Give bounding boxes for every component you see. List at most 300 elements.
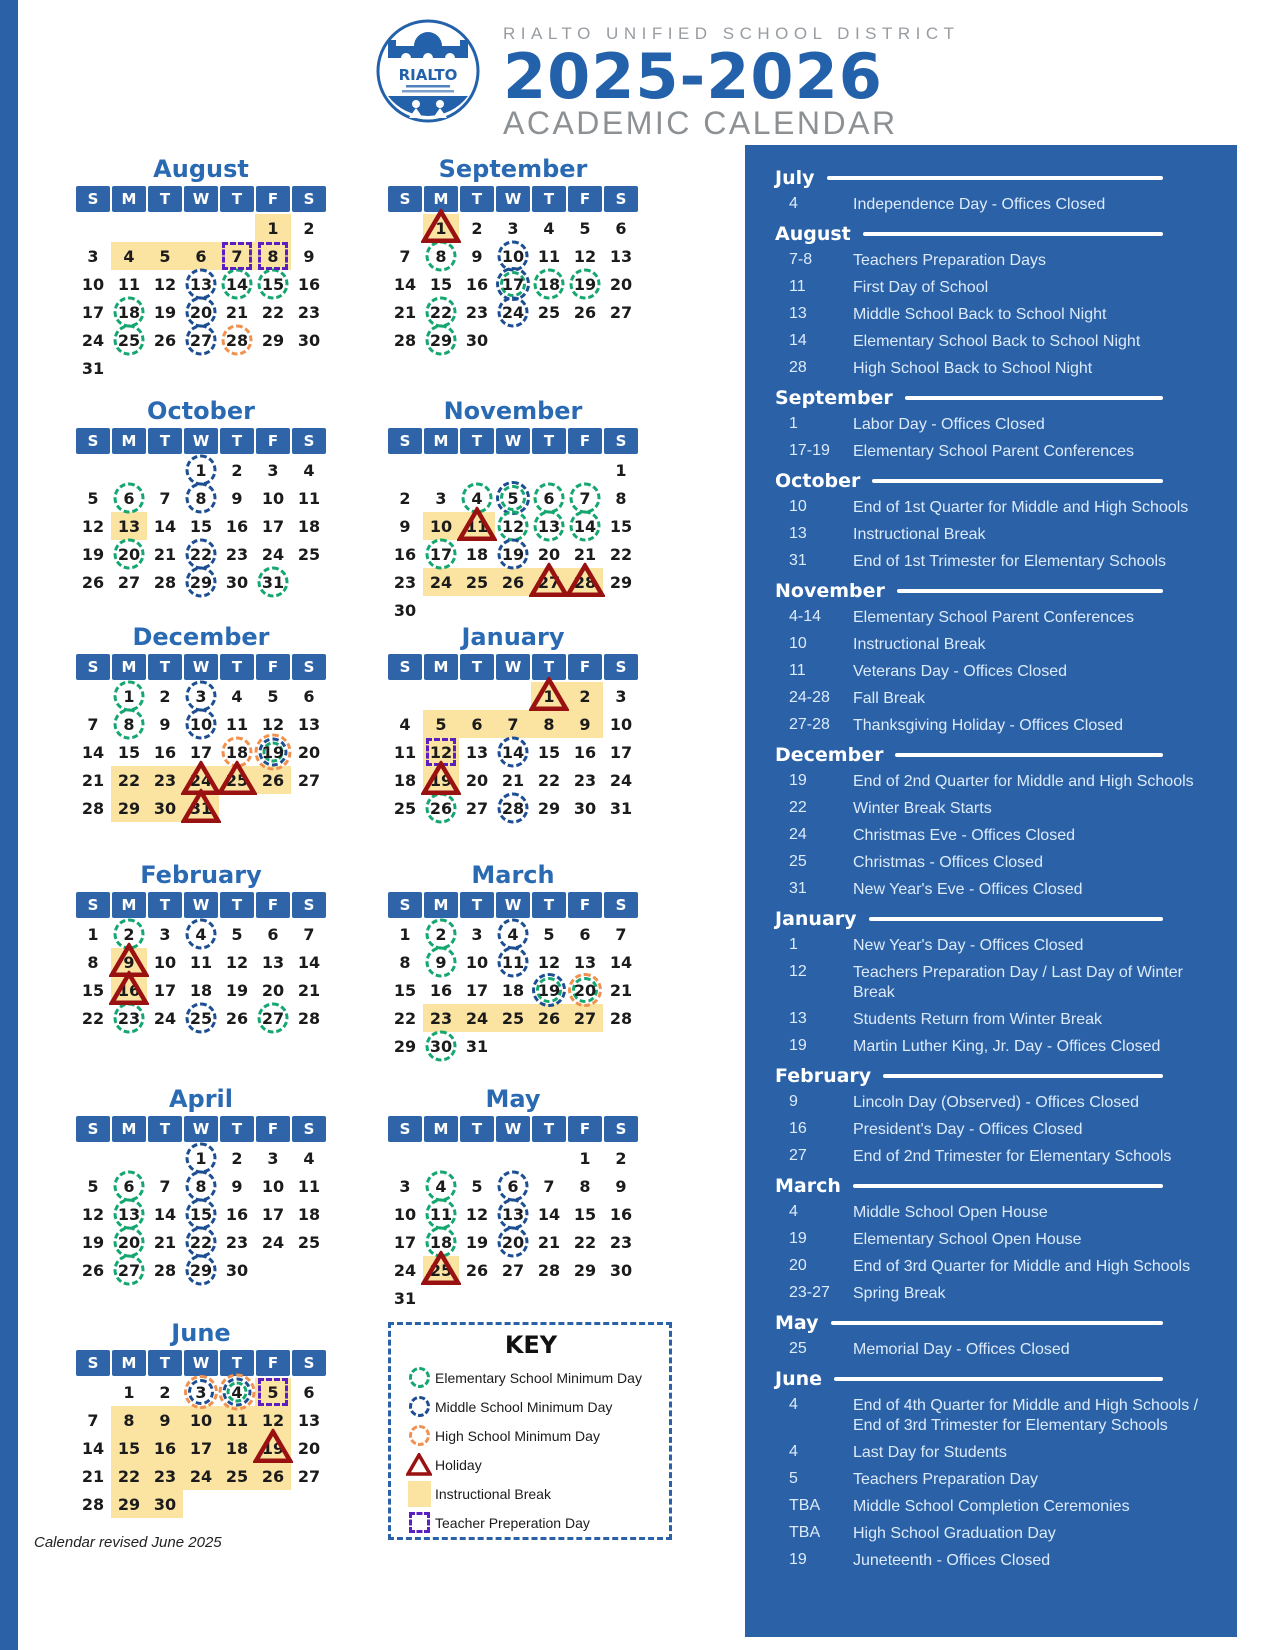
day-cell: [567, 242, 603, 270]
day-cell: [255, 920, 291, 948]
day-number: 9: [123, 952, 135, 972]
day-cell: [387, 298, 423, 326]
day-number: 13: [537, 516, 561, 536]
weekday-header: S: [388, 1116, 422, 1142]
sidebar-month-header: [775, 743, 1219, 767]
event-text: End of 2nd Quarter for Middle and High Schools: [853, 773, 1194, 790]
day-cell: [183, 1434, 219, 1462]
day-cell: [147, 1228, 183, 1256]
day-number: 10: [501, 246, 525, 266]
empty-cell: [75, 456, 111, 484]
day-cell: [603, 920, 639, 948]
day-number: 13: [117, 1204, 141, 1224]
day-cell: [423, 766, 459, 794]
event-text: Elementary School Open House: [853, 1231, 1082, 1248]
divider-line: [834, 1377, 1163, 1381]
day-number: 18: [297, 1204, 321, 1224]
day-number: 29: [393, 1036, 417, 1056]
day-number: 5: [87, 488, 99, 508]
day-cell: [255, 682, 291, 710]
day-number: 17: [393, 1232, 417, 1252]
weekday-header: T: [220, 892, 254, 918]
weekday-header: W: [184, 428, 218, 454]
weekday-header-row: [387, 428, 639, 456]
day-number: 26: [465, 1260, 489, 1280]
weekday-header-row: [387, 654, 639, 682]
day-number: 30: [465, 330, 489, 350]
day-number: 19: [465, 1232, 489, 1252]
day-cell: [603, 1144, 639, 1172]
day-number: 30: [609, 1260, 633, 1280]
day-number: 16: [225, 1204, 249, 1224]
event-text: High School Back to School Night: [853, 360, 1093, 377]
day-cell: [423, 1200, 459, 1228]
day-cell: [75, 270, 111, 298]
day-cell: [111, 242, 147, 270]
day-number: 30: [429, 1036, 453, 1056]
month-title: November: [443, 397, 583, 425]
day-cell: [495, 948, 531, 976]
holiday-triangle-icon: [109, 971, 149, 1006]
day-cell: [387, 1172, 423, 1200]
day-number: 10: [189, 714, 213, 734]
day-number: 27: [573, 1008, 597, 1028]
day-cell: [111, 1228, 147, 1256]
day-cell: [183, 1200, 219, 1228]
event-date: 4: [789, 195, 798, 212]
day-number: 16: [393, 544, 417, 564]
event-text: Elementary School Back to School Night: [853, 333, 1141, 350]
empty-cell: [423, 456, 459, 484]
day-number: 28: [225, 330, 249, 350]
day-number: 16: [465, 274, 489, 294]
event-text: End of 2nd Trimester for Elementary Schools: [853, 1148, 1172, 1165]
day-number: 14: [573, 516, 597, 536]
day-cell: [603, 214, 639, 242]
day-cell: [255, 568, 291, 596]
event-text: End of 1st Quarter for Middle and High Schools: [853, 499, 1189, 516]
day-number: 21: [393, 302, 417, 322]
day-cell: [183, 568, 219, 596]
day-cell: [183, 682, 219, 710]
day-number: 9: [231, 1176, 243, 1196]
event-date: 14: [789, 332, 807, 349]
day-number: 22: [117, 1466, 141, 1486]
day-number: 30: [225, 1260, 249, 1280]
legend-items: [403, 1363, 659, 1537]
day-number: 3: [195, 686, 207, 706]
day-cell: [459, 794, 495, 822]
sidebar-month-label: July: [775, 167, 815, 189]
weekday-header: S: [76, 428, 110, 454]
event-date: 4: [789, 1396, 798, 1413]
event-text: Memorial Day - Offices Closed: [853, 1341, 1070, 1358]
legend-item-label: Holiday: [435, 1456, 482, 1473]
day-cell: [147, 1378, 183, 1406]
day-cell: [423, 540, 459, 568]
day-cell: [255, 270, 291, 298]
event-text: President's Day - Offices Closed: [853, 1121, 1083, 1138]
day-number: 25: [297, 544, 321, 564]
day-number: 19: [573, 274, 597, 294]
day-cell: [291, 1172, 327, 1200]
day-number: 20: [609, 274, 633, 294]
event-row: [789, 716, 1219, 736]
day-number: 25: [393, 798, 417, 818]
day-number: 23: [297, 302, 321, 322]
weekday-header: W: [496, 892, 530, 918]
day-number: 11: [117, 274, 141, 294]
district-name: RIALTO UNIFIED SCHOOL DISTRICT: [503, 24, 960, 43]
day-number: 1: [267, 218, 279, 238]
day-number: 8: [123, 1410, 135, 1430]
day-number: 31: [393, 1288, 417, 1308]
weekday-header: T: [220, 428, 254, 454]
day-cell: [567, 682, 603, 710]
day-cell: [291, 298, 327, 326]
day-cell: [531, 270, 567, 298]
day-cell: [111, 1462, 147, 1490]
sidebar-month-label: January: [775, 908, 857, 930]
day-number: 19: [81, 544, 105, 564]
day-number: 13: [261, 952, 285, 972]
day-number: 23: [117, 1008, 141, 1028]
day-cell: [219, 948, 255, 976]
sidebar-month-label: May: [775, 1312, 819, 1334]
day-cell: [459, 270, 495, 298]
day-cell: [111, 1378, 147, 1406]
day-number: 9: [471, 246, 483, 266]
weekday-header: S: [604, 892, 638, 918]
day-number: 17: [189, 1438, 213, 1458]
day-cell: [183, 540, 219, 568]
day-cell: [75, 1228, 111, 1256]
day-number: 19: [225, 980, 249, 1000]
weekday-header: T: [460, 892, 494, 918]
weekday-header: M: [112, 1116, 146, 1142]
event-date: 5: [789, 1470, 798, 1487]
events-sidebar: [745, 145, 1237, 1637]
day-number: 9: [579, 714, 591, 734]
day-number: 21: [153, 544, 177, 564]
day-number: 7: [159, 488, 171, 508]
day-number: 26: [261, 1466, 285, 1486]
day-number: 18: [501, 980, 525, 1000]
weekday-header: W: [496, 186, 530, 212]
event-date: 24-28: [789, 689, 830, 706]
weekday-header: S: [292, 892, 326, 918]
empty-cell: [459, 456, 495, 484]
event-date: 23-27: [789, 1284, 830, 1301]
day-number: 24: [81, 330, 105, 350]
day-cell: [75, 326, 111, 354]
day-cell: [423, 298, 459, 326]
day-number: 22: [393, 1008, 417, 1028]
day-cell: [183, 1144, 219, 1172]
day-cell: [603, 976, 639, 1004]
empty-cell: [387, 456, 423, 484]
legend-item: [403, 1508, 659, 1537]
day-number: 9: [615, 1176, 627, 1196]
day-number: 21: [537, 1232, 561, 1252]
day-cell: [531, 298, 567, 326]
day-number: 12: [261, 1410, 285, 1430]
month-title: January: [461, 623, 565, 651]
day-number: 3: [159, 924, 171, 944]
day-cell: [387, 242, 423, 270]
day-cell: [459, 948, 495, 976]
weekday-header: T: [148, 186, 182, 212]
day-number: 19: [261, 742, 285, 762]
empty-cell: [147, 214, 183, 242]
event-text: Teachers Preparation Days: [853, 252, 1046, 269]
day-number: 10: [609, 714, 633, 734]
day-number: 20: [297, 742, 321, 762]
event-date: 1: [789, 415, 798, 432]
day-number: 2: [231, 460, 243, 480]
weekday-header: S: [604, 428, 638, 454]
day-number: 25: [117, 330, 141, 350]
day-cell: [567, 738, 603, 766]
day-number: 18: [225, 1438, 249, 1458]
weekday-header: F: [256, 1116, 290, 1142]
day-number: 22: [537, 770, 561, 790]
day-number: 28: [153, 572, 177, 592]
day-cell: [531, 976, 567, 1004]
day-number: 29: [429, 330, 453, 350]
day-cell: [219, 242, 255, 270]
day-number: 13: [297, 1410, 321, 1430]
event-row: [789, 442, 1219, 462]
day-cell: [603, 682, 639, 710]
day-number: 15: [609, 516, 633, 536]
day-cell: [255, 512, 291, 540]
day-cell: [567, 948, 603, 976]
day-number: 10: [81, 274, 105, 294]
event-row: [789, 689, 1219, 709]
empty-cell: [75, 214, 111, 242]
day-number: 17: [261, 1204, 285, 1224]
day-cell: [147, 766, 183, 794]
day-cell: [219, 1256, 255, 1284]
day-cell: [255, 766, 291, 794]
day-cell: [183, 794, 219, 822]
day-cell: [291, 682, 327, 710]
day-cell: [219, 682, 255, 710]
day-number: 6: [579, 924, 591, 944]
day-number: 4: [231, 1382, 243, 1402]
day-number: 6: [615, 218, 627, 238]
day-number: 5: [87, 1176, 99, 1196]
day-cell: [255, 1434, 291, 1462]
weekday-header: F: [256, 1350, 290, 1376]
rialto-seal-icon: [376, 10, 480, 132]
day-cell: [387, 1228, 423, 1256]
day-cell: [531, 794, 567, 822]
day-number: 7: [579, 488, 591, 508]
legend-item: [403, 1479, 659, 1508]
day-cell: [75, 1200, 111, 1228]
day-cell: [291, 540, 327, 568]
day-number: 7: [231, 246, 243, 266]
day-cell: [219, 976, 255, 1004]
day-number: 1: [399, 924, 411, 944]
day-number: 21: [501, 770, 525, 790]
day-number: 17: [501, 274, 525, 294]
day-number: 24: [153, 1008, 177, 1028]
day-number: 11: [537, 246, 561, 266]
weekday-header: T: [220, 654, 254, 680]
event-date: 12: [789, 963, 807, 980]
empty-cell: [147, 1144, 183, 1172]
day-cell: [567, 214, 603, 242]
left-edge-bar: [0, 0, 18, 1650]
day-cell: [603, 1200, 639, 1228]
empty-cell: [495, 1144, 531, 1172]
day-cell: [111, 1200, 147, 1228]
holiday-triangle-icon: [421, 761, 461, 796]
day-cell: [111, 270, 147, 298]
day-cell: [423, 512, 459, 540]
day-number: 23: [153, 770, 177, 790]
day-number: 16: [429, 980, 453, 1000]
day-number: 16: [117, 980, 141, 1000]
event-row: [789, 1470, 1219, 1490]
day-number: 19: [261, 1438, 285, 1458]
day-cell: [495, 738, 531, 766]
day-number: 21: [153, 1232, 177, 1252]
day-number: 4: [471, 488, 483, 508]
teacher-preparation-day-icon: [409, 1512, 430, 1533]
event-date: 27-28: [789, 716, 830, 733]
empty-cell: [75, 1144, 111, 1172]
event-date: 19: [789, 1037, 807, 1054]
empty-cell: [387, 682, 423, 710]
day-cell: [495, 540, 531, 568]
middle-minimum-day-icon: [409, 1396, 430, 1417]
day-number: 11: [189, 952, 213, 972]
day-cell: [423, 920, 459, 948]
day-number: 29: [189, 572, 213, 592]
day-cell: [423, 1032, 459, 1060]
day-cell: [75, 766, 111, 794]
day-cell: [387, 568, 423, 596]
weekday-header: M: [424, 1116, 458, 1142]
day-cell: [603, 540, 639, 568]
day-cell: [183, 1228, 219, 1256]
event-date: 7-8: [789, 251, 813, 268]
day-grid: [75, 682, 327, 822]
day-cell: [219, 512, 255, 540]
day-number: 30: [153, 798, 177, 818]
day-number: 29: [573, 1260, 597, 1280]
day-number: 28: [81, 798, 105, 818]
weekday-header: T: [148, 654, 182, 680]
legend-item-label: Elementary School Minimum Day: [435, 1369, 642, 1386]
day-cell: [291, 766, 327, 794]
day-cell: [531, 242, 567, 270]
event-text: New Year's Day - Offices Closed: [853, 937, 1084, 954]
event-row: [789, 963, 1219, 1003]
day-number: 14: [81, 1438, 105, 1458]
event-date: 4-14: [789, 608, 822, 625]
day-number: 18: [189, 980, 213, 1000]
month-may: [387, 1082, 639, 1312]
day-cell: [603, 568, 639, 596]
day-cell: [603, 948, 639, 976]
sidebar-month-label: October: [775, 470, 861, 492]
event-date: 24: [789, 826, 807, 843]
weekday-header: S: [604, 654, 638, 680]
day-number: 23: [573, 770, 597, 790]
event-date: 4: [789, 1443, 798, 1460]
day-cell: [291, 1004, 327, 1032]
day-number: 23: [609, 1232, 633, 1252]
legend-item: [403, 1392, 659, 1421]
weekday-header: S: [76, 186, 110, 212]
day-number: 5: [579, 218, 591, 238]
day-grid: [75, 214, 327, 382]
event-text: Winter Break Starts: [853, 800, 992, 817]
day-number: 12: [429, 742, 453, 762]
day-number: 12: [153, 274, 177, 294]
day-cell: [531, 682, 567, 710]
day-cell: [219, 1200, 255, 1228]
weekday-header: S: [388, 654, 422, 680]
day-number: 8: [123, 714, 135, 734]
day-number: 27: [189, 330, 213, 350]
day-number: 7: [615, 924, 627, 944]
month-title: October: [147, 397, 255, 425]
event-date: 10: [789, 498, 807, 515]
day-number: 20: [465, 770, 489, 790]
event-text: Last Day for Students: [853, 1444, 1007, 1461]
day-number: 2: [123, 924, 135, 944]
day-number: 24: [261, 544, 285, 564]
day-number: 8: [399, 952, 411, 972]
day-number: 8: [195, 488, 207, 508]
day-number: 19: [501, 544, 525, 564]
day-number: 30: [393, 600, 417, 620]
day-cell: [495, 1228, 531, 1256]
day-number: 10: [393, 1204, 417, 1224]
day-number: 8: [195, 1176, 207, 1196]
day-cell: [495, 484, 531, 512]
event-date: 1: [789, 936, 798, 953]
day-number: 4: [303, 1148, 315, 1168]
day-cell: [531, 1256, 567, 1284]
weekday-header: T: [148, 892, 182, 918]
divider-line: [863, 232, 1163, 236]
day-cell: [111, 682, 147, 710]
legend-item: [403, 1450, 659, 1479]
day-number: 13: [501, 1204, 525, 1224]
day-number: 6: [303, 686, 315, 706]
weekday-header-row: [387, 892, 639, 920]
day-cell: [75, 738, 111, 766]
day-number: 24: [501, 302, 525, 322]
day-cell: [219, 920, 255, 948]
weekday-header: T: [460, 1116, 494, 1142]
weekday-header: S: [292, 1350, 326, 1376]
day-number: 2: [231, 1148, 243, 1168]
day-cell: [459, 1004, 495, 1032]
day-number: 16: [225, 516, 249, 536]
day-number: 31: [189, 798, 213, 818]
day-cell: [423, 270, 459, 298]
day-cell: [387, 1200, 423, 1228]
day-cell: [75, 920, 111, 948]
